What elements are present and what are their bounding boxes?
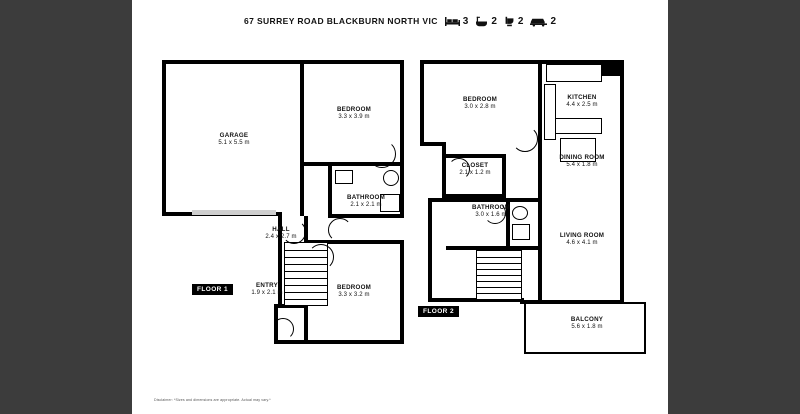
staircase <box>476 250 522 300</box>
garage-door <box>192 210 276 215</box>
wall <box>328 162 332 218</box>
bed-count <box>445 16 469 27</box>
wall <box>300 60 304 216</box>
toilet-icon <box>504 16 515 27</box>
wall <box>538 200 542 300</box>
room-label-kitchen: KITCHEN 4.4 x 2.5 m <box>566 94 598 108</box>
bathroom-fixture <box>383 170 399 186</box>
room-label-entry: ENTRY 1.9 x 2.1 m <box>251 282 283 296</box>
room-label-bathroom-1: BATHROOM 2.1 x 2.1 m <box>347 194 385 208</box>
balcony-wall <box>524 302 646 304</box>
wall <box>400 162 404 218</box>
bed-count-value: 3 <box>462 15 469 27</box>
page-title: 67 SURREY ROAD BLACKBURN NORTH VIC <box>243 16 438 26</box>
disclaimer-text: Disclaimer: *Sizes and dimensions are appropriate. Actual may vary.* <box>154 398 271 402</box>
toilet-count <box>504 16 524 27</box>
car-count <box>530 16 556 27</box>
wall <box>328 214 404 218</box>
room-label-bathroom-2: BATHROOM 3.0 x 1.6 m <box>472 204 510 218</box>
wall <box>400 240 404 344</box>
car-count-value: 2 <box>550 15 557 27</box>
room-label-garage: GARAGE 5.1 x 5.5 m <box>218 132 250 146</box>
wall <box>162 60 166 216</box>
wall <box>162 60 304 64</box>
bath-icon <box>475 16 488 27</box>
bath-count-value: 2 <box>491 15 497 27</box>
wall <box>446 154 506 158</box>
balcony-wall <box>524 302 526 354</box>
room-label-living: LIVING ROOM 4.6 x 4.1 m <box>559 232 605 246</box>
car-icon <box>530 16 547 27</box>
door-arc <box>512 126 538 152</box>
wall <box>274 340 308 344</box>
floor-label-1: FLOOR 1 <box>192 284 233 295</box>
door-arc <box>368 140 396 168</box>
floor-label-2: FLOOR 2 <box>418 306 459 317</box>
wall <box>446 198 538 202</box>
toilet-count-value: 2 <box>517 15 524 27</box>
wall <box>304 60 404 64</box>
bath-count <box>475 16 497 27</box>
room-label-bedroom-2: BEDROOM 3.3 x 3.2 m <box>336 284 372 298</box>
room-label-balcony: BALCONY 5.6 x 1.8 m <box>570 316 604 330</box>
kitchen-bench <box>544 84 556 140</box>
plan-canvas <box>132 34 668 374</box>
wall <box>420 60 424 146</box>
room-label-bedroom-3: BEDROOM 3.0 x 2.8 m <box>462 96 498 110</box>
balcony-wall <box>524 352 646 354</box>
wall <box>538 60 542 126</box>
floorplan-sheet <box>132 0 668 414</box>
wall <box>274 304 278 344</box>
wall <box>400 60 404 166</box>
wall <box>304 340 404 344</box>
balcony-wall <box>644 302 646 354</box>
bed-icon <box>445 16 460 27</box>
bathroom-fixture <box>335 170 353 184</box>
room-label-closet: CLOSET 2.1 x 1.2 m <box>459 162 491 176</box>
kitchen-bench <box>550 118 602 134</box>
plan-header <box>132 10 668 32</box>
room-label-dining: DINING ROOM 5.4 x 1.8 m <box>559 154 605 168</box>
wall <box>428 198 432 302</box>
bathroom-fixture <box>512 224 530 240</box>
door-arc <box>328 218 352 242</box>
room-label-bedroom-1: BEDROOM 3.3 x 3.9 m <box>336 106 372 120</box>
room-label-hall: HALL 2.4 x 2.7 m <box>265 226 297 240</box>
kitchen-bench <box>546 64 602 82</box>
